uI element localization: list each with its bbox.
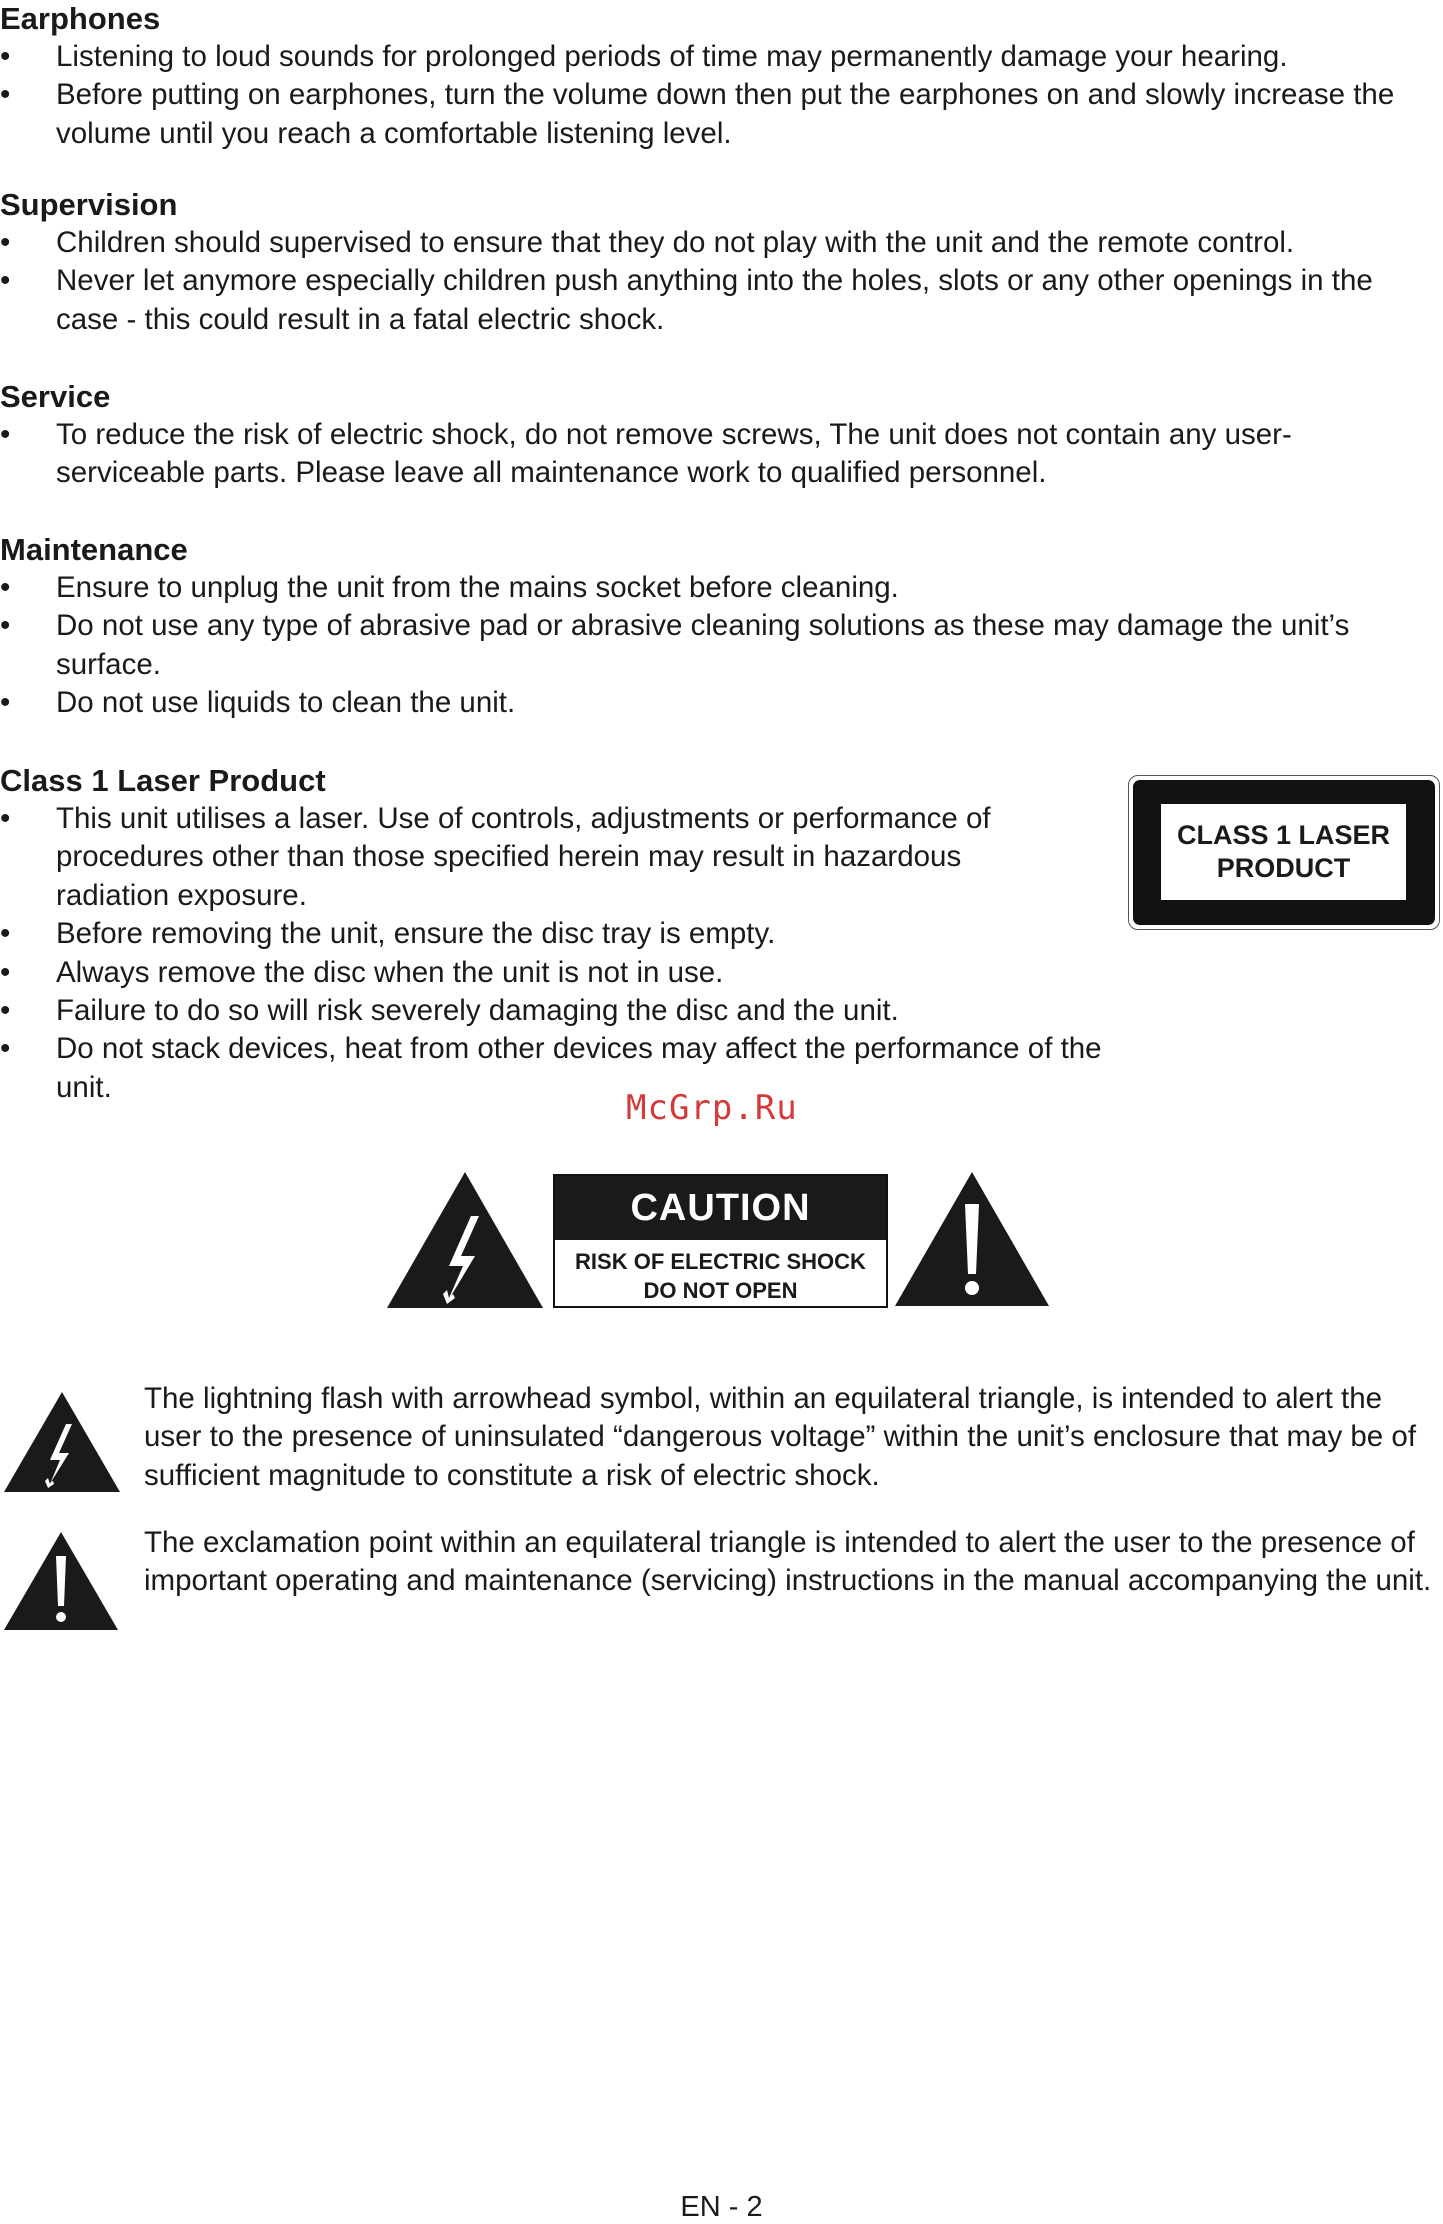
section-title-laser: Class 1 Laser Product xyxy=(0,763,326,798)
watermark: McGrp.Ru xyxy=(626,1088,798,1128)
list-item: • Ensure to unplug the unit from the mains socket before cleaning. xyxy=(0,571,899,604)
list-item: • Listening to loud sounds for prolonged periods of time may permanently damage your hearing. xyxy=(0,40,1288,73)
maintenance-list xyxy=(0,569,1430,723)
class1-laser-label xyxy=(1128,775,1440,930)
section-service xyxy=(0,378,1440,493)
section-title-supervision: Supervision xyxy=(0,187,178,222)
section-title-service: Service xyxy=(0,379,111,414)
list-item: • Do not use liquids to clean the unit. xyxy=(0,686,516,720)
list-item: • Before removing the unit, ensure the disc tray is empty. xyxy=(0,917,776,951)
caution-subtitle: RISK OF ELECTRIC SHOCK DO NOT OPEN xyxy=(575,1249,866,1303)
caution-label xyxy=(553,1174,888,1308)
caution-title: CAUTION xyxy=(555,1176,886,1240)
laser-list xyxy=(0,800,1110,1107)
page-number: EN - 2 xyxy=(680,2191,763,2223)
supervision-list xyxy=(0,224,1430,339)
laser-label-text: CLASS 1 LASER PRODUCT xyxy=(1161,804,1406,900)
section-maintenance xyxy=(0,531,1440,723)
list-item: • Failure to do so will risk severely damaging the disc and the unit. xyxy=(0,994,899,1028)
list-item: • This unit utilises a laser. Use of controls, adjustments or performance of procedures other than those specified herein may result in hazardous radiation exposure. xyxy=(0,802,991,912)
list-item: • Do not stack devices, heat from other devices may affect the performance of the unit. xyxy=(0,1032,1102,1104)
caution-block xyxy=(385,1170,1050,1312)
list-item: • Do not use any type of abrasive pad or abrasive cleaning solutions as these may damage the unit’s surface. xyxy=(0,609,1350,681)
section-title-earphones: Earphones xyxy=(0,1,161,36)
section-supervision xyxy=(0,186,1440,339)
lightning-warning-icon xyxy=(385,1170,545,1310)
exclamation-explanation-text: The exclamation point within an equilateral triangle is intended to alert the user to the presence of important operating and maintenance (servicing) instructions in the manual accompanying the unit. xyxy=(144,1526,1432,1598)
list-item: • Always remove the disc when the unit is not in use. xyxy=(0,955,724,989)
earphones-list xyxy=(0,38,1430,153)
section-title-maintenance: Maintenance xyxy=(0,532,188,567)
list-item: • Never let anymore especially children push anything into the holes, slots or any other openings in the case - this could result in a fatal electric shock. xyxy=(0,264,1373,336)
laser-label-frame xyxy=(1133,780,1435,925)
list-item: • Before putting on earphones, turn the volume down then put the earphones on and slowly increase the volume until you reach a comfortable listening level. xyxy=(0,78,1395,150)
list-item: • To reduce the risk of electric shock, do not remove screws, The unit does not contain any user-serviceable parts. Please leave all maintenance work to qualified personnel. xyxy=(0,418,1292,490)
list-item: • Children should supervised to ensure that they do not play with the unit and the remote control. xyxy=(0,226,1295,259)
exclamation-warning-icon xyxy=(893,1170,1051,1308)
lightning-triangle-icon xyxy=(2,1390,122,1494)
exclamation-triangle-icon xyxy=(2,1530,120,1632)
service-list xyxy=(0,416,1430,493)
lightning-explanation-text: The lightning flash with arrowhead symbol, within an equilateral triangle, is intended to alert the user to the presence of uninsulated “dangerous voltage” within the unit’s enclosure that may be of sufficient magnitude to constitute a risk of electric shock. xyxy=(144,1382,1417,1492)
section-earphones xyxy=(0,0,1440,153)
